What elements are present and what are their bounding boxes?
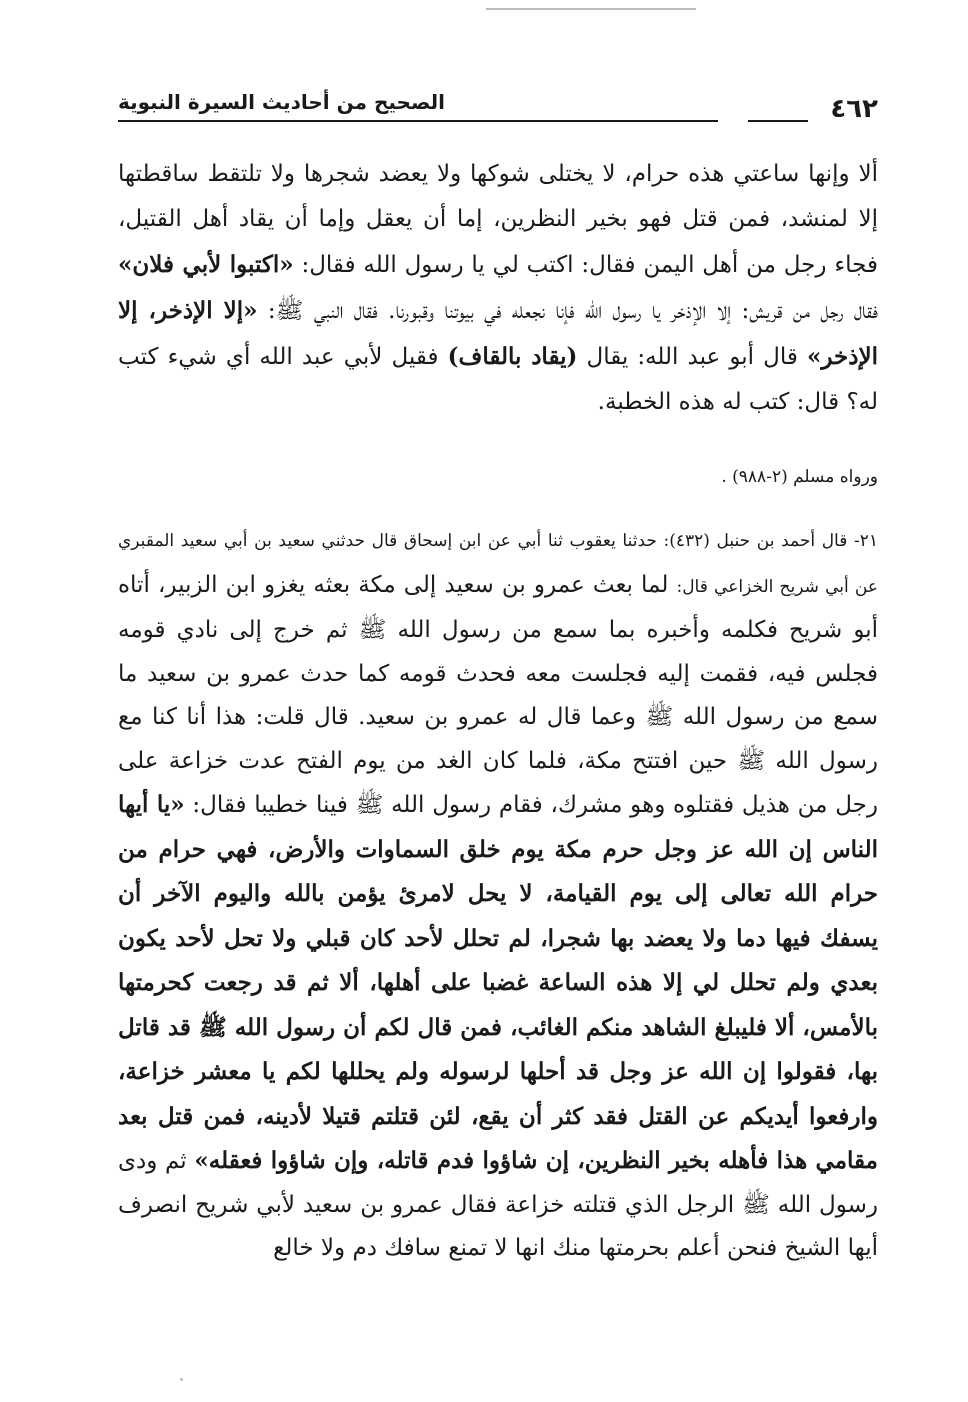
bold-note: (يقاد بالقاف) — [447, 343, 578, 370]
paragraph-hadith-21 — [118, 518, 878, 1271]
page-number: ٤٦٢ — [830, 94, 878, 124]
header-rule — [118, 120, 718, 122]
paragraph-hadith-continuation — [118, 152, 878, 425]
scan-speck — [180, 1378, 183, 1381]
top-rule — [486, 8, 696, 10]
text-span: فقيل لأبي عبد الله أي شيء كتب له؟ قال: كتب له هذه الخطبة. — [118, 344, 878, 415]
prophetic-quote: «اكتبوا لأبي فلان» — [118, 251, 294, 278]
text-span: ثم ودى رسول الله ﷺ الرجل الذي قتلته خزاعة فقال عمرو بن سعيد لأبي شريح انصرف أيها الشيخ فنحن أعلم بحرمتها منك انها لا تمنع سافك دم ولا خالع — [118, 1148, 878, 1261]
page-header — [118, 90, 878, 130]
isnad-chain: ٢١- قال أحمد بن حنبل (٤٣٢): حدثنا يعقوب ثنا أبي عن ابن إسحاق قال حدثني سعيد بن أبي سعيد المقبري عن أبي شريح الخزاعي قال: — [118, 531, 878, 597]
source-reference: ورواه مسلم (٢-٩٨٨) . — [721, 467, 878, 487]
text-span: لما بعث عمرو بن سعيد إلى مكة بعثه يغزو ابن الزبير، أتاه أبو شريح فكلمه وأخبره بما سمع من رسول الله ﷺ ثم خرج إلى نادي قومه فجلس فيه، فقمت إليه فجلست معه فحدث قومه كما حدث عمرو بن سعيد ما سمع من رسول الله ﷺ وعما قال له عمرو بن سعيد. قال قلت: هذا أنا كنا مع رسول الله ﷺ حين افتتح مكة، فلما كان الغد من يوم الفتح عدت خزاعة على رجل من هذيل فقتلوه وهو مشرك، فقام رسول الله ﷺ فينا خطيبا فقال: — [118, 571, 878, 818]
text-span: فقال رجل من قريش: إلا الإذخر يا رسول الله فإنا نجعله في بيوتنا وقبورنا. فقال النبي ﷺ: — [257, 298, 878, 324]
prophetic-quote: «إلا الإذخر، إلا الإذخر» — [118, 297, 879, 370]
text-span: قال أبو عبد الله: يقال — [577, 344, 807, 370]
page-number-rule — [748, 120, 808, 122]
text-span: ألا وإنها ساعتي هذه حرام، لا يختلى شوكها ولا يعضد شجرها ولا تلتقط ساقطتها إلا لمنشد، فمن قتل فهو بخير النظرين، إما أن يعقل وإما أن يقاد أهل القتيل، فجاء رجل من أهل اليمن فقال: اكتب لي يا رسول الله فقال: — [118, 161, 878, 278]
prophetic-sermon: «يا أيها الناس إن الله عز وجل حرم مكة يوم خلق السماوات والأرض، فهي حرام من حرام الله تعالى إلى يوم القيامة، لا يحل لامرئ يؤمن بالله واليوم الآخر أن يسفك فيها دما ولا يعضد بها شجرا، لم تحلل لأحد كان قبلي ولا تحل لأحد يكون بعدي ولم تحلل لي إلا هذه الساعة غضبا على أهلها، ألا ثم قد رجعت كحرمتها بالأمس، ألا فليبلغ الشاهد منكم الغائب، فمن قال لكم أن رسول الله ﷺ قد قاتل بها، فقولوا إن الله عز وجل قد أحلها لرسوله ولم يحللها لكم يا معشر خزاعة، وارفعوا أيديكم عن القتل فقد كثر أن يقع، لئن قتلتم قتيلا لأدينه، فمن قتل بعد مقامي هذا فأهله بخير النظرين، إن شاؤوا فدم قاتله، وإن شاؤوا فعقله» — [118, 791, 878, 1174]
book-title: الصحيح من أحاديث السيرة النبوية — [118, 90, 446, 114]
